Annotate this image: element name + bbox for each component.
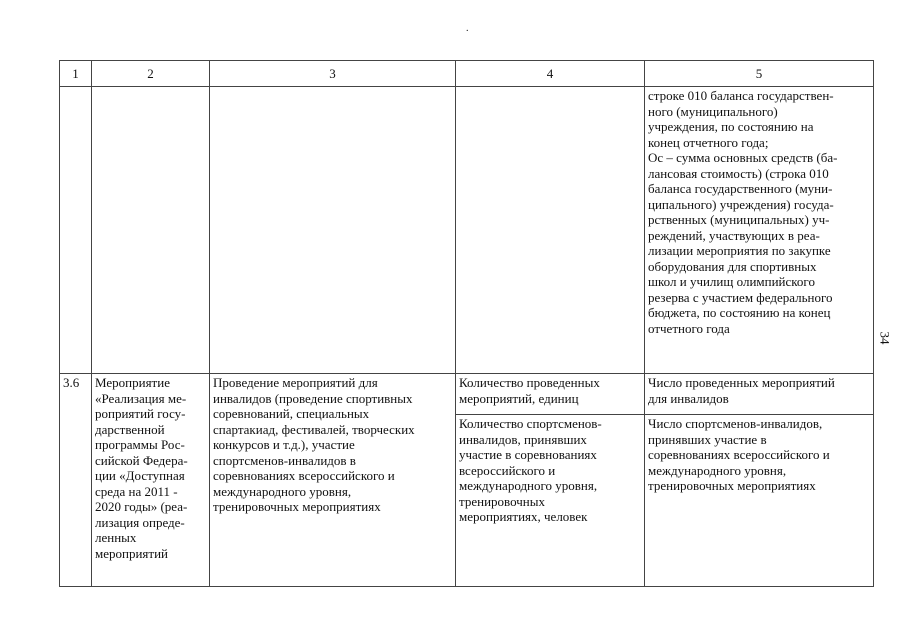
cont-cell-4 <box>456 87 645 374</box>
row-number: 3.6 <box>63 375 80 390</box>
header-col-4: 4 <box>456 61 645 87</box>
cont-cell-3 <box>210 87 456 374</box>
cont-cell-2 <box>92 87 210 374</box>
method-cell-2 <box>645 415 874 587</box>
event-description: Проведение мероприятий для инвалидов (проведение спортивных соревнований, специальных спартакиад, фестивалей, творческих конкурсов и т.д.), участие спортсменов-инвалидов в соревнованиях всероссийского и международного уровня, тренировочных мероприятиях <box>213 375 415 514</box>
calculation-method-text: строке 010 баланса государствен- ного (муниципального) учреждения, по состоянию на конец отчетного года; Ос – сумма основных средств (ба- лансовая стоимость) (строка 010 баланса государственного (муни- ципального) учреждения) госуда- рственных (муниципальных) уч- реждений, участвующих в реа- лизации мероприятия по закупке оборудования для спортивных школ и училищ олимпийского резерва с участием федерального бюджета, по состоянию на конец отчетного года <box>648 88 838 336</box>
row-number-cell <box>60 374 92 587</box>
indicator-2: Количество спортсменов- инвалидов, принявших участие в соревнованиях всероссийского и международного уровня, тренировочных мероприятиях, человек <box>459 416 602 524</box>
indicators-table <box>59 60 874 587</box>
header-col-5: 5 <box>645 61 874 87</box>
page-number: 34 <box>877 331 893 345</box>
event-name: Мероприятие «Реализация ме- роприятий госу- дарственной программы Рос- сийской Федера- ции «Доступная среда на 2011 - 2020 годы» (реа- лизация опреде- ленных мероприятий <box>95 375 188 561</box>
header-col-2: 2 <box>92 61 210 87</box>
event-name-cell <box>92 374 210 587</box>
cont-cell-1 <box>60 87 92 374</box>
cont-cell-5 <box>645 87 874 374</box>
header-row <box>60 61 874 87</box>
event-description-cell <box>210 374 456 587</box>
method-1: Число проведенных мероприятий для инвалидов <box>648 375 835 406</box>
table-row-3-6 <box>60 374 874 415</box>
method-cell-1 <box>645 374 874 415</box>
indicator-cell-1 <box>456 374 645 415</box>
indicator-1: Количество проведенных мероприятий, единиц <box>459 375 600 406</box>
table-row-continuation <box>60 87 874 374</box>
indicator-cell-2 <box>456 415 645 587</box>
header-col-1: 1 <box>60 61 92 87</box>
method-2: Число спортсменов-инвалидов, принявших участие в соревнованиях всероссийского и международного уровня, тренировочных мероприятиях <box>648 416 830 493</box>
header-col-3: 3 <box>210 61 456 87</box>
top-mark: . <box>466 23 469 34</box>
